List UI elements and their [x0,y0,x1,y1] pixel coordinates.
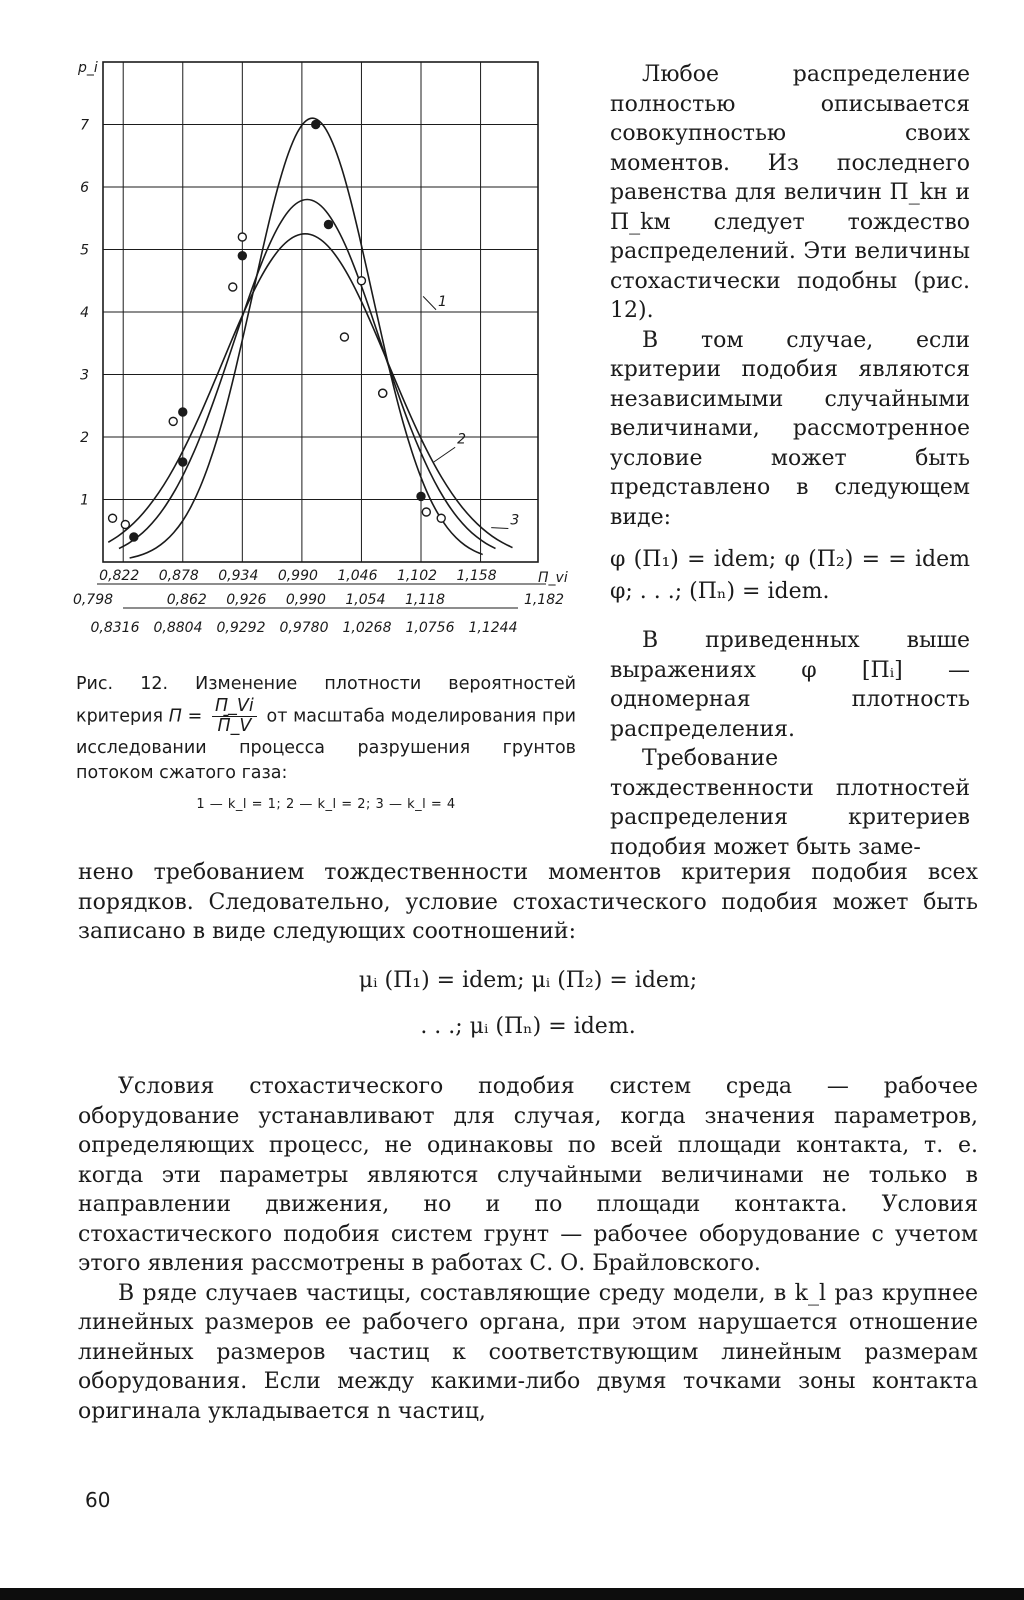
data-point-series-2 [357,277,365,285]
data-point-series-2 [324,221,332,229]
data-point-series-1 [179,458,187,466]
data-point-series-2 [422,508,430,516]
data-point-series-1 [417,492,425,500]
data-point-series-3 [340,333,348,341]
caption-lead: Рис. 12. Изменение плотности вероятностей критерия [76,674,576,727]
chart-curves [108,118,512,558]
y-tick-label: 6 [80,180,89,196]
data-point-series-3 [109,514,117,522]
page-number: 60 [85,1488,111,1512]
data-point-series-3 [437,514,445,522]
caption-fraction-denominator: П̄_V [217,716,252,736]
page-edge [0,1588,1024,1600]
data-point-series-3 [379,389,387,397]
data-point-series-1 [312,121,320,129]
x-tick-label-secondary: 0,926 [226,592,267,608]
x-tick-label-secondary: 0,798 [72,592,114,608]
data-point-series-1 [238,252,246,260]
chart-grid [103,62,538,562]
formula-mu-line-1: μᵢ (П₁) = idem; μᵢ (П₂) = idem; [358,968,698,993]
y-tick-label: 5 [80,242,89,259]
data-point-series-1 [130,533,138,541]
y-tick-labels [80,118,89,509]
x-tick-label-secondary: 1,118 [404,592,446,608]
x-tick-label-secondary: 0,990 [285,592,326,608]
full-width-text-1 [78,858,978,947]
probability-density-chart [60,52,580,652]
y-tick-label: 2 [80,430,89,446]
paragraph-requirement-start: Требование тождественности плотностей распределения критериев подобия может быть заме- [610,746,970,860]
paragraph-independent: В том случае, если критерии подобия являются независимыми случайными величинами, рассмотренное условие может быть представлено в следующем виде: [610,327,970,530]
formula-phi: φ (П₁) = idem; φ (П₂) = = idem φ; . . .; (Пₙ) = idem. [610,547,970,604]
y-tick-label: 1 [80,492,89,509]
paragraph-moments: Любое распределение полностью описывается совокупностью своих моментов. Из последнего равенства для величин П_kн и П_kм следует тождество распределений. Эти величины стохастически подобны (рис. 12). [610,62,970,323]
x-tick-label-tertiary: 0,9292 [216,620,266,636]
x-tick-label-secondary: 0,862 [166,592,207,608]
paragraph-particles: В ряде случаев частицы, составляющие среду модели, в k_l раз крупнее линейных размеров ее рабочего органа, при этом нарушается отношение линейных размеров частиц к соответствующим линейным размерам оборудования. Если между какими-либо двумя точками зоны контакта оригинала укладывается n частиц, [78,1280,978,1424]
curve-label-3: 3 [510,512,520,529]
paragraph-density: В приведенных выше выражениях φ [Пᵢ] — одномерная плотность распределения. [610,628,970,742]
figure-caption [76,672,576,817]
data-point-series-2 [179,408,187,416]
x-tick-label-primary: 1,158 [456,568,497,584]
full-width-text-2 [78,1072,978,1426]
curve-label-2: 2 [457,431,467,448]
caption-formula-lhs: П = [168,706,203,727]
data-point-series-3 [169,417,177,425]
chart-markers [109,121,446,542]
x-tick-label-tertiary: 0,8316 [90,620,140,636]
data-point-series-3 [229,283,237,291]
x-tick-label-tertiary: 1,0268 [342,620,392,636]
caption-fraction [212,697,257,736]
x-tick-label-primary: 0,878 [158,568,199,584]
x-tick-label-tertiary: 0,8804 [153,620,203,636]
data-point-series-2 [238,233,246,241]
curve-label-leader [434,447,455,462]
x-tick-label-primary: 1,046 [337,568,378,584]
x-axis-label: П_vi [538,570,568,586]
right-column-text [610,60,970,862]
x-tick-labels [73,568,564,636]
y-tick-label: 4 [80,305,89,321]
data-point-series-2 [121,521,129,529]
caption-legend: 1 — k_l = 1; 2 — k_l = 2; 3 — k_l = 4 [196,797,456,812]
x-tick-label-tertiary: 0,9780 [279,620,329,636]
x-tick-label-secondary: 1,054 [345,592,386,608]
x-tick-label-tertiary: 1,1244 [468,620,518,636]
paragraph-stochastic-conditions: Условия стохастического подобия систем среда — рабочее оборудование устанавливают для случая, когда значения параметров, определяющих процесс, не одинаковы по всей площади контакта, т. е. когда эти параметры являются случайными величинами не только в направлении движения, но и по площади контакта. Условия стохастического подобия систем грунт — рабочее оборудование с учетом этого явления рассмотрены в работах С. О. Брайловского. [78,1074,978,1276]
curve-label-1: 1 [438,293,447,310]
caption-rest: от масштаба моделирования при исследовании процесса разрушения грунтов потоком сжатого газа: [76,706,576,783]
x-tick-label-primary: 0,822 [99,568,140,584]
caption-fraction-numerator: П_Vi [212,697,257,717]
x-tick-label-primary: 0,990 [277,568,318,584]
x-tick-label-primary: 0,934 [218,568,259,584]
y-axis-label: p_i [78,60,98,76]
x-tick-label-primary: 1,102 [396,568,438,584]
y-tick-label: 7 [80,117,89,134]
x-tick-label-secondary: 1,182 [523,592,565,608]
curve-label-leader [491,528,508,529]
x-tick-label-tertiary: 1,0756 [405,620,455,636]
curve-label-leader [423,296,436,309]
paragraph-requirement-cont: нено требованием тождественности моментов критерия подобия всех порядков. Следовательно, условие стохастического подобия может быть записано в виде следующих соотношений: [78,860,978,944]
formula-mu-line-2: . . .; μᵢ (Пₙ) = idem. [420,1014,636,1039]
y-tick-label: 3 [80,367,89,384]
curve-labels [423,294,519,529]
